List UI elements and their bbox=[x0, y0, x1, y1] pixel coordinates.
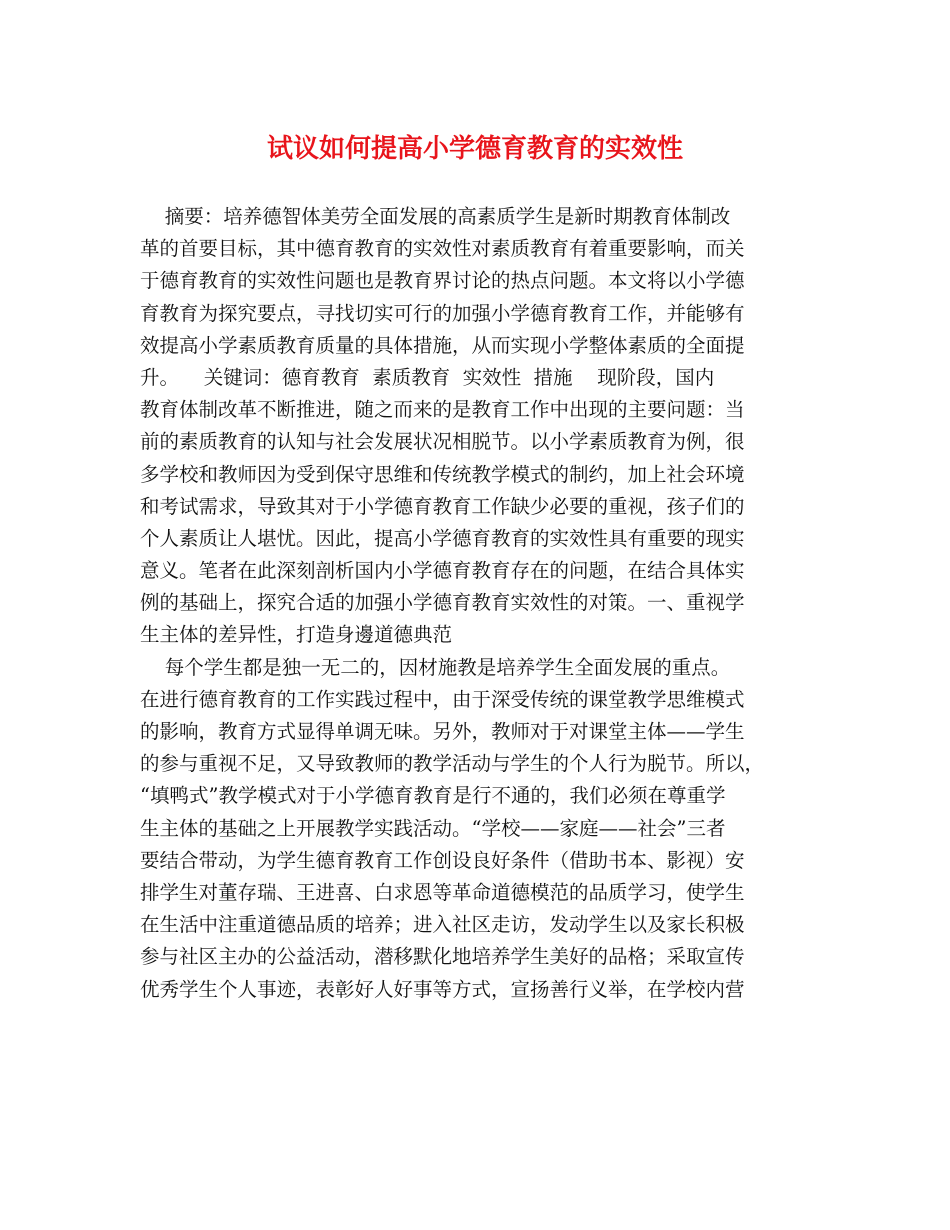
body-line: 在生活中注重道德品质的培养；进入社区走访，发动学生以及家长积极 bbox=[140, 913, 745, 937]
body-line: 参与社区主办的公益活动，潜移默化地培养学生美好的品格；采取宣传 bbox=[140, 945, 745, 969]
body-line: 和考试需求，导致其对于小学德育教育工作缺少必要的重视，孩子们的 bbox=[140, 494, 745, 518]
body-line: 前的素质教育的认知与社会发展状况相脱节。以小学素质教育为例，很 bbox=[140, 430, 745, 454]
body-line: 生主体的基础之上开展教学实践活动。“学校——家庭——社会”三者 bbox=[140, 816, 726, 840]
body-line: 革的首要目标，其中德育教育的实效性对素质教育有着重要影响，而关 bbox=[140, 237, 745, 261]
body-line: 生主体的差异性，打造身邊道德典范 bbox=[140, 623, 453, 647]
body-line: 每个学生都是独一无二的，因材施教是培养学生全面发展的重点。 bbox=[140, 655, 731, 679]
body-line: 个人素质让人堪忧。因此，提高小学德育教育的实效性具有重要的现实 bbox=[140, 526, 745, 550]
body-line: 优秀学生个人事迹，表彰好人好事等方式，宣扬善行义举，在学校内营 bbox=[140, 977, 745, 1001]
body-line: 育教育为探究要点，寻找切实可行的加强小学德育教育工作，并能够有 bbox=[140, 301, 745, 325]
body-line: “填鸭式”教学模式对于小学德育教育是行不通的，我们必须在尊重学 bbox=[140, 784, 726, 808]
body-line: 例的基础上，探究合适的加强小学德育教育实效性的对策。一、重视学 bbox=[140, 591, 745, 615]
body-line: 摘要：培养德智体美劳全面发展的高素质学生是新时期教育体制改 bbox=[140, 205, 731, 228]
body-line: 意义。笔者在此深刻剖析国内小学德育教育存在的问题，在结合具体实 bbox=[140, 559, 745, 583]
body-line: 要结合带动，为学生德育教育工作创设良好条件（借助书本、影视）安 bbox=[140, 848, 745, 872]
body-line: 于德育教育的实效性问题也是教育界讨论的热点问题。本文将以小学德 bbox=[140, 269, 745, 293]
body-line: 的影响，教育方式显得单调无味。另外，教师对于对课堂主体——学生 bbox=[140, 720, 745, 743]
body-line: 在进行德育教育的工作实践过程中，由于深受传统的课堂教学思维模式 bbox=[140, 687, 745, 711]
body-line: 排学生对董存瑞、王进喜、白求恩等革命道德模范的品质学习，使学生 bbox=[140, 880, 745, 904]
body-line: 教育体制改革不断推进，随之而来的是教育工作中出现的主要问题：当 bbox=[140, 398, 745, 422]
document-body bbox=[140, 201, 820, 1006]
body-line: 升。 关键词：德育教育 素质教育 实效性 措施 现阶段，国内 bbox=[140, 365, 715, 389]
body-line: 多学校和教师因为受到保守思维和传统教学模式的制约，加上社会环境 bbox=[140, 462, 745, 486]
document-title: 试议如何提高小学德育教育的实效性 bbox=[266, 134, 683, 164]
body-line: 效提高小学素质教育质量的具体措施，从而实现小学整体素质的全面提 bbox=[140, 333, 745, 357]
body-line: 的参与重视不足，又导致教师的教学活动与学生的个人行为脱节。所以， bbox=[140, 752, 765, 776]
